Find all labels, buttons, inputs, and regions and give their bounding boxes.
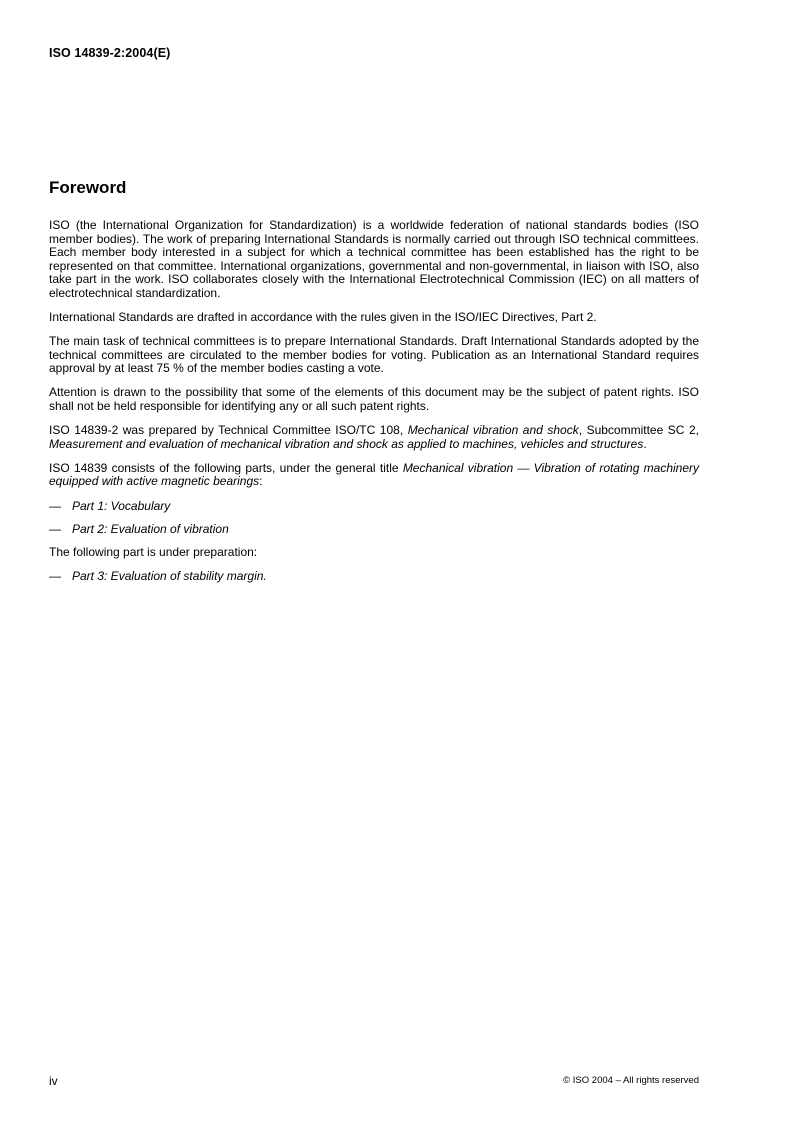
subcommittee-title: Measurement and evaluation of mechanical vibration and shock as applied to machines, vehicles and structures (49, 436, 644, 451)
parts-intro-text-a: ISO 14839 consists of the following parts, under the general title (49, 460, 403, 475)
paragraph-under-preparation: The following part is under preparation: (49, 544, 258, 559)
list-item-text: Part 1: Vocabulary (72, 498, 171, 513)
prepared-by-text-a: ISO 14839-2 was prepared by Technical Committee ISO/TC 108, (49, 423, 408, 438)
paragraph-prepared-by (49, 424, 699, 451)
parts-intro-text-c: : (259, 474, 263, 489)
general-title: Mechanical vibration — Vibration of rotating machinery equipped with active magnetic bearings (49, 460, 699, 489)
paragraph-directives: International Standards are drafted in accordance with the rules given in the ISO/IEC Directives, Part 2. (49, 310, 597, 325)
page-number: iv (49, 1074, 58, 1088)
list-item (49, 500, 699, 514)
document-id-header: ISO 14839-2:2004(E) (49, 46, 171, 60)
paragraph-patent-rights: Attention is drawn to the possibility that some of the elements of this document may be the subject of patent rights. ISO shall not be held responsible for identifying any or all such patent rights. (49, 385, 699, 414)
paragraph-technical-committees: The main task of technical committees is to prepare International Standards. Draft International Standards adopted by the technical committees are circulated to the member bodies for voting. Publication as an International Standard requires approval by at least 75 % of the member bodies casting a vote. (49, 334, 699, 376)
list-item (49, 570, 699, 584)
foreword-title: Foreword (49, 178, 127, 197)
list-item (49, 523, 699, 537)
paragraph-iso-intro: ISO (the International Organization for Standardization) is a worldwide federation of national standards bodies (ISO member bodies). The work of preparing International Standards is normally carried out through ISO technical committees. Each member body interested in a subject for which a technical committee has been established has the right to be represented on that committee. International organizations, governmental and non-governmental, in liaison with ISO, also take part in the work. ISO collaborates closely with the International Electrotechnical Commission (IEC) on all matters of electrotechnical standardization. (49, 218, 699, 300)
list-item-text: Part 3: Evaluation of stability margin. (72, 568, 267, 583)
paragraph-parts-intro (49, 462, 699, 489)
list-dash: — (49, 568, 61, 583)
prepared-by-text-c: , Subcommittee SC 2, (578, 423, 699, 438)
list-item-text: Part 2: Evaluation of vibration (72, 521, 229, 536)
prepared-by-text-e: . (643, 436, 647, 451)
list-dash: — (49, 498, 61, 513)
list-dash: — (49, 521, 61, 536)
foreword-section (49, 177, 699, 593)
committee-title: Mechanical vibration and shock (407, 423, 579, 438)
copyright-notice: © ISO 2004 – All rights reserved (563, 1075, 699, 1086)
